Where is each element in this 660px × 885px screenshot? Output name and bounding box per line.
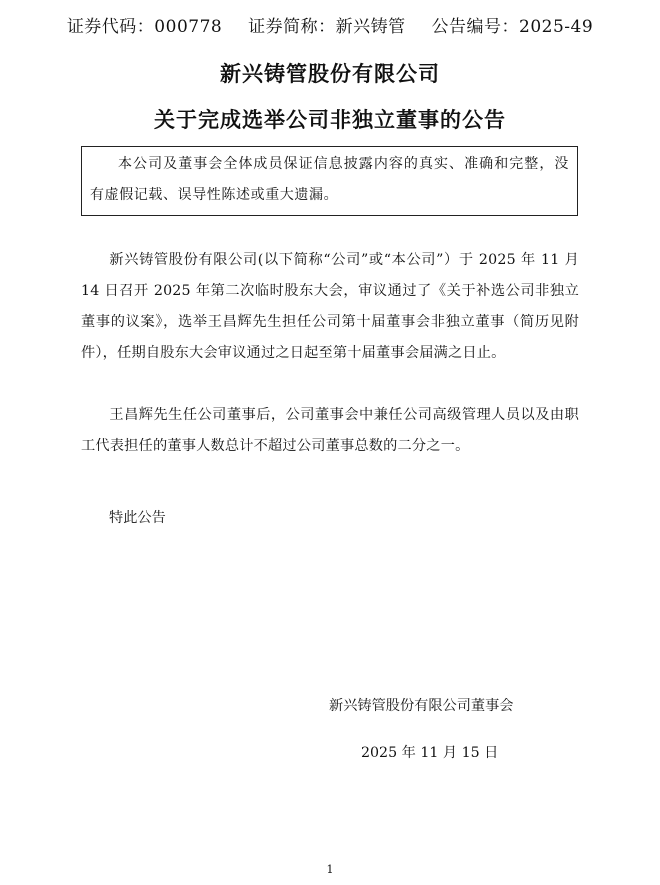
- announcement-number: 公告编号：2025-49: [431, 17, 594, 37]
- disclosure-statement-box: 本公司及董事会全体成员保证信息披露内容的真实、准确和完整，没有虚假记载、误导性陈述或重大遗漏。: [81, 146, 578, 216]
- company-name: 新兴铸管股份有限公司: [220, 62, 440, 86]
- stock-abbreviation: 证券简称：新兴铸管: [248, 17, 406, 37]
- body-paragraph-1: 新兴铸管股份有限公司(以下简称“公司”或“本公司”）于 2025 年 11 月 14 日召开 2025 年第二次临时股东大会，审议通过了《关于补选公司非独立董事的议案》，选举王昌辉先生担任公司第十届董事会非独立董事（简历见附件），任期自股东大会审议通过之日起至第十届董事会届满之日止。: [81, 252, 579, 361]
- announcement-date: 2025 年 11 月 15 日: [361, 745, 499, 761]
- body-paragraph-2: 王昌辉先生任公司董事后，公司董事会中兼任公司高级管理人员以及由职工代表担任的董事人数总计不超过公司董事总数的二分之一。: [81, 407, 579, 454]
- signatory: 新兴铸管股份有限公司董事会: [329, 698, 514, 714]
- closing-remark: 特此公告: [109, 510, 166, 526]
- page-number: 1: [326, 863, 334, 876]
- stock-code: 证券代码：000778: [66, 17, 223, 37]
- announcement-title: 关于完成选举公司非独立董事的公告: [154, 108, 506, 132]
- document-header: [0, 12, 660, 37]
